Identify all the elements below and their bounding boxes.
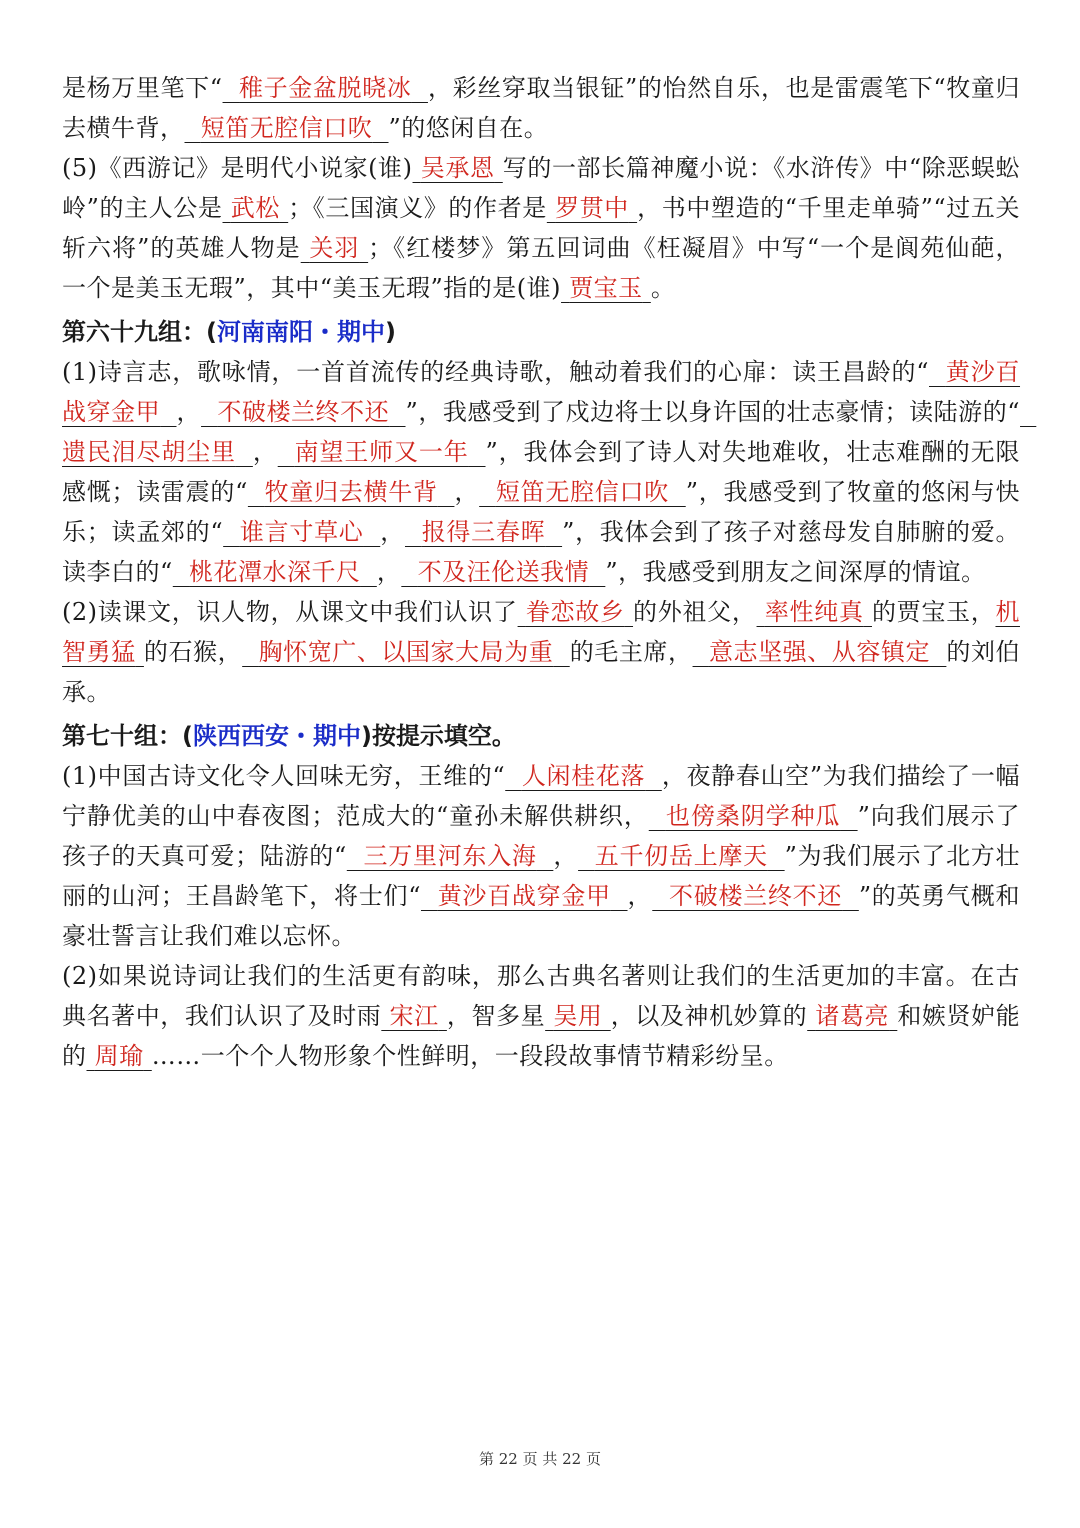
answer-blank: 吴承恩 xyxy=(420,154,495,182)
answer-blank: 南望王师又一年 xyxy=(294,438,469,466)
text: 。 xyxy=(650,274,676,302)
answer-blank: 眷恋故乡 xyxy=(525,598,625,626)
group-70-question-2: (2)如果说诗词让我们的生活更有韵味，那么古典名著则让我们的生活更加的丰富。在古典名著中，我们认识了及时雨 宋江 ，智多星 吴用 ，以及神机妙算的 诸葛亮 和嫉贤妒能的 周瑜 ……一个个人物形象个性鲜明，一段段故事情节精彩纷呈。 xyxy=(62,962,1021,1070)
answer-blank: 武松 xyxy=(230,194,280,222)
answer-blank: 关羽 xyxy=(309,234,360,262)
document-body xyxy=(62,68,1020,1076)
text: 写的一部长篇神魔小说：《水浒传》中“除恶蜈蚣岭”的主人公是 xyxy=(62,154,1020,222)
text: ；《红楼梦》第五回词曲《枉凝眉》中写“一个是阆苑仙葩，一个是美玉无瑕”，其中“美玉无瑕”指的是(谁) xyxy=(62,234,1020,302)
paragraph-continuation xyxy=(62,68,1020,148)
answer-blank: 短笛无腔信口吹 xyxy=(200,114,373,142)
text: ，书中塑造的“千里走单骑”“过五关斩六将”的英雄人物是 xyxy=(62,194,1020,262)
answer-blank: 不破楼兰终不还 xyxy=(217,398,390,426)
answer-blank: 三万里河东入海 xyxy=(363,842,537,870)
answer-blank: 人闲桂花落 xyxy=(521,762,646,790)
group-70-heading: 第七十组：(陕西西安・期中)按提示填空。 xyxy=(62,722,516,750)
answer-blank: 罗贯中 xyxy=(555,194,629,222)
answer-blank: 谁言寸草心 xyxy=(239,518,364,546)
answer-blank: 五千仞岳上摩天 xyxy=(594,842,768,870)
answer-blank: 不及汪伦送我情 xyxy=(417,558,590,586)
answer-blank: 桃花潭水深千尺 xyxy=(189,558,361,586)
group-source: 河南南阳・期中 xyxy=(216,318,385,346)
answer-blank: 黄沙百战穿金甲 xyxy=(437,882,611,910)
answer-blank: 意志坚强、从容镇定 xyxy=(708,638,931,666)
group-source: 陕西西安・期中 xyxy=(192,722,361,750)
group-69-question-1: (1)诗言志，歌咏情，一首首流传的经典诗歌，触动着我们的心扉：读王昌龄的“ 黄沙百战穿金甲 ， 不破楼兰终不还 ”，我感受到了戍边将士以身许国的壮志豪情；读陆游的“ 遗民泪尽胡尘里 ， 南望王师又一年 ”，我体会到了诗人对失地难收，壮志难酬的无限感慨；读雷震的“ 牧童归去横牛背 ， 短笛无腔信口吹 ”，我感受到了牧童的悠闲与快乐；读孟郊的“ 谁言寸草心 ， 报得三春晖 ”，我体会到了孩子对慈母发自肺腑的爱。读李白的“ 桃花潭水深千尺 ， 不及汪伦送我情 ”，我感受到朋友之间深厚的情谊。 xyxy=(62,352,1020,592)
group-70-question-1: (1)中国古诗文化令人回味无穷，王维的“ 人闲桂花落 ，夜静春山空”为我们描绘了一幅宁静优美的山中春夜图；范成大的“童孙未解供耕织， 也傍桑阴学种瓜 ”向我们展示了孩子的天真可爱；陆游的“ 三万里河东入海 ， 五千仞岳上摩天 ”为我们展示了北方壮丽的山河；王昌龄笔下，将士们“ 黄沙百战穿金甲 ， 不破楼兰终不还 ”的英勇气概和豪壮誓言让我们难以忘怀。 xyxy=(62,762,1021,950)
answer-blank: 不破楼兰终不还 xyxy=(668,882,843,910)
answer-blank: 报得三春晖 xyxy=(421,518,546,546)
answer-blank: 牧童归去横牛背 xyxy=(264,478,438,506)
text: ；《三国演义》的作者是 xyxy=(288,194,547,222)
answer-blank: 吴用 xyxy=(553,1002,603,1030)
text: 是杨万里笔下“ xyxy=(62,74,223,102)
answer-blank: 胸怀宽广、以国家大局为重 xyxy=(258,638,554,666)
question-5 xyxy=(62,148,1020,308)
group-69-question-2: (2)读课文，识人物，从课文中我们认识了 眷恋故乡 的外祖父， 率性纯真 的贾宝玉，机智勇猛 的石猴， 胸怀宽广、以国家大局为重 的毛主席， 意志坚强、从容镇定 的刘伯承。 xyxy=(62,598,1021,706)
answer-blank: 黄沙百战穿金甲 xyxy=(62,358,1021,426)
group-69-heading: 第六十九组：(河南南阳・期中) xyxy=(62,318,396,346)
answer-blank: 诸葛亮 xyxy=(815,1002,890,1030)
answer-blank: 率性纯真 xyxy=(764,598,864,626)
text: ，彩丝穿取当银钲”的怡然自乐，也是雷震笔下“牧童归去横牛背， xyxy=(62,74,1020,142)
answer-blank: 宋江 xyxy=(389,1002,439,1030)
answer-blank: 也傍桑阴学种瓜 xyxy=(665,802,841,830)
answer-blank: 贾宝玉 xyxy=(569,274,643,302)
answer-blank: 遗民泪尽胡尘里 xyxy=(62,438,236,466)
answer-blank: 机智勇猛 xyxy=(62,598,1020,666)
text: ”的悠闲自在。 xyxy=(388,114,549,142)
answer-blank: 稚子金盆脱晓冰 xyxy=(239,74,412,102)
answer-blank: 短笛无腔信口吹 xyxy=(495,478,669,506)
answer-blank: 周瑜 xyxy=(94,1042,144,1070)
text: (5)《西游记》是明代小说家(谁) xyxy=(62,154,413,182)
page-footer: 第 22 页 共 22 页 xyxy=(478,1450,601,1468)
